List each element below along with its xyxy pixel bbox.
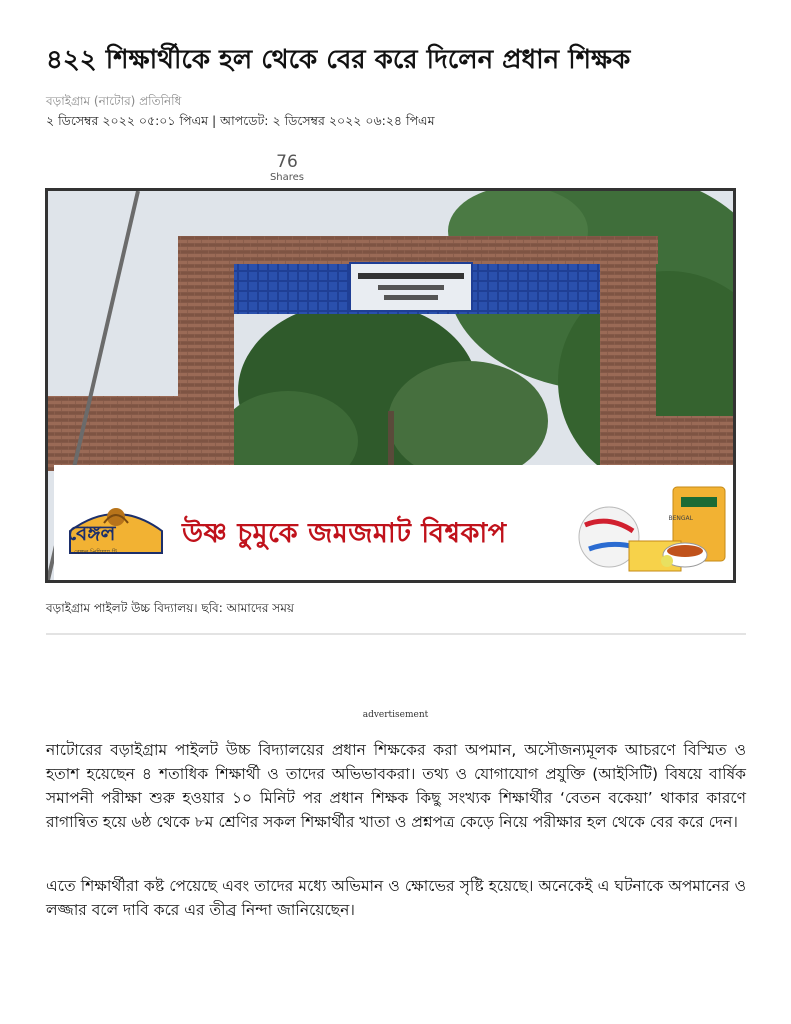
article-byline[interactable]: বড়াইগ্রাম (নাটোর) প্রতিনিধি — [46, 94, 182, 108]
ad-tagline: উষ্ণ চুমুকে জমজমাট বিশ্বকাপ — [182, 518, 507, 549]
share-count: 76 — [276, 152, 298, 172]
share-counter — [255, 152, 319, 184]
advertisement-label: advertisement — [362, 710, 429, 720]
ad-banner[interactable] — [54, 465, 733, 580]
article-dateline: ২ ডিসেম্বর ২০২২ ০৫:০১ পিএম | আপডেট: ২ ডিসেম্বর ২০২২ ০৬:২৪ পিএম — [46, 113, 435, 128]
photo-caption: বড়াইগ্রাম পাইলট উচ্চ বিদ্যালয়। ছবি: আমাদের সময় — [46, 601, 294, 615]
article-photo — [45, 188, 736, 583]
ad-product-label: BENGAL — [668, 515, 693, 522]
ad-brand-subtitle: বেঙ্গল প্রিমিয়াম টি — [74, 549, 117, 556]
ad-brand-name: বেঙ্গল — [68, 521, 116, 545]
divider — [46, 633, 746, 635]
article-paragraph: নাটোরের বড়াইগ্রাম পাইলট উচ্চ বিদ্যালয়ের প্রধান শিক্ষকের করা অপমান, অসৌজন্যমূলক আচরণে বিস্মিত ও হতাশ হয়েছেন ৪ শতাধিক শিক্ষার্থী ও তাদের অভিভাবকরা। তথ্য ও যোগাযোগ প্রযুক্তি (আইসিটি) বিষয়ে বার্ষিক সমাপনী পরীক্ষা শুরু হওয়ার ১০ মিনিট পর প্রধান শিক্ষক কিছু সংখ্যক শিক্ষার্থীর ‘বেতন বকেয়া’ থাকার কারণে রাগান্বিত হয়ে ৬ষ্ঠ থেকে ৮ম শ্রেণির সকল শিক্ষার্থীর খাতা ও প্রশ্নপত্র কেড়ে নিয়ে পরীক্ষার হল থেকে বের করে দেন। — [46, 741, 746, 831]
tea-product-icon — [577, 485, 727, 575]
share-label: Shares — [269, 172, 305, 183]
article-paragraph: এতে শিক্ষার্থীরা কষ্ট পেয়েছে এবং তাদের মধ্যে অভিমান ও ক্ষোভের সৃষ্টি হয়েছে। অনেকেই এ ঘটনাকে অপমানের ও লজ্জার বলে দাবি করে এর তীব্র নিন্দা জানিয়েছেন। — [46, 877, 746, 919]
article-headline: ৪২২ শিক্ষার্থীকে হল থেকে বের করে দিলেন প্রধান শিক্ষক — [46, 45, 631, 75]
